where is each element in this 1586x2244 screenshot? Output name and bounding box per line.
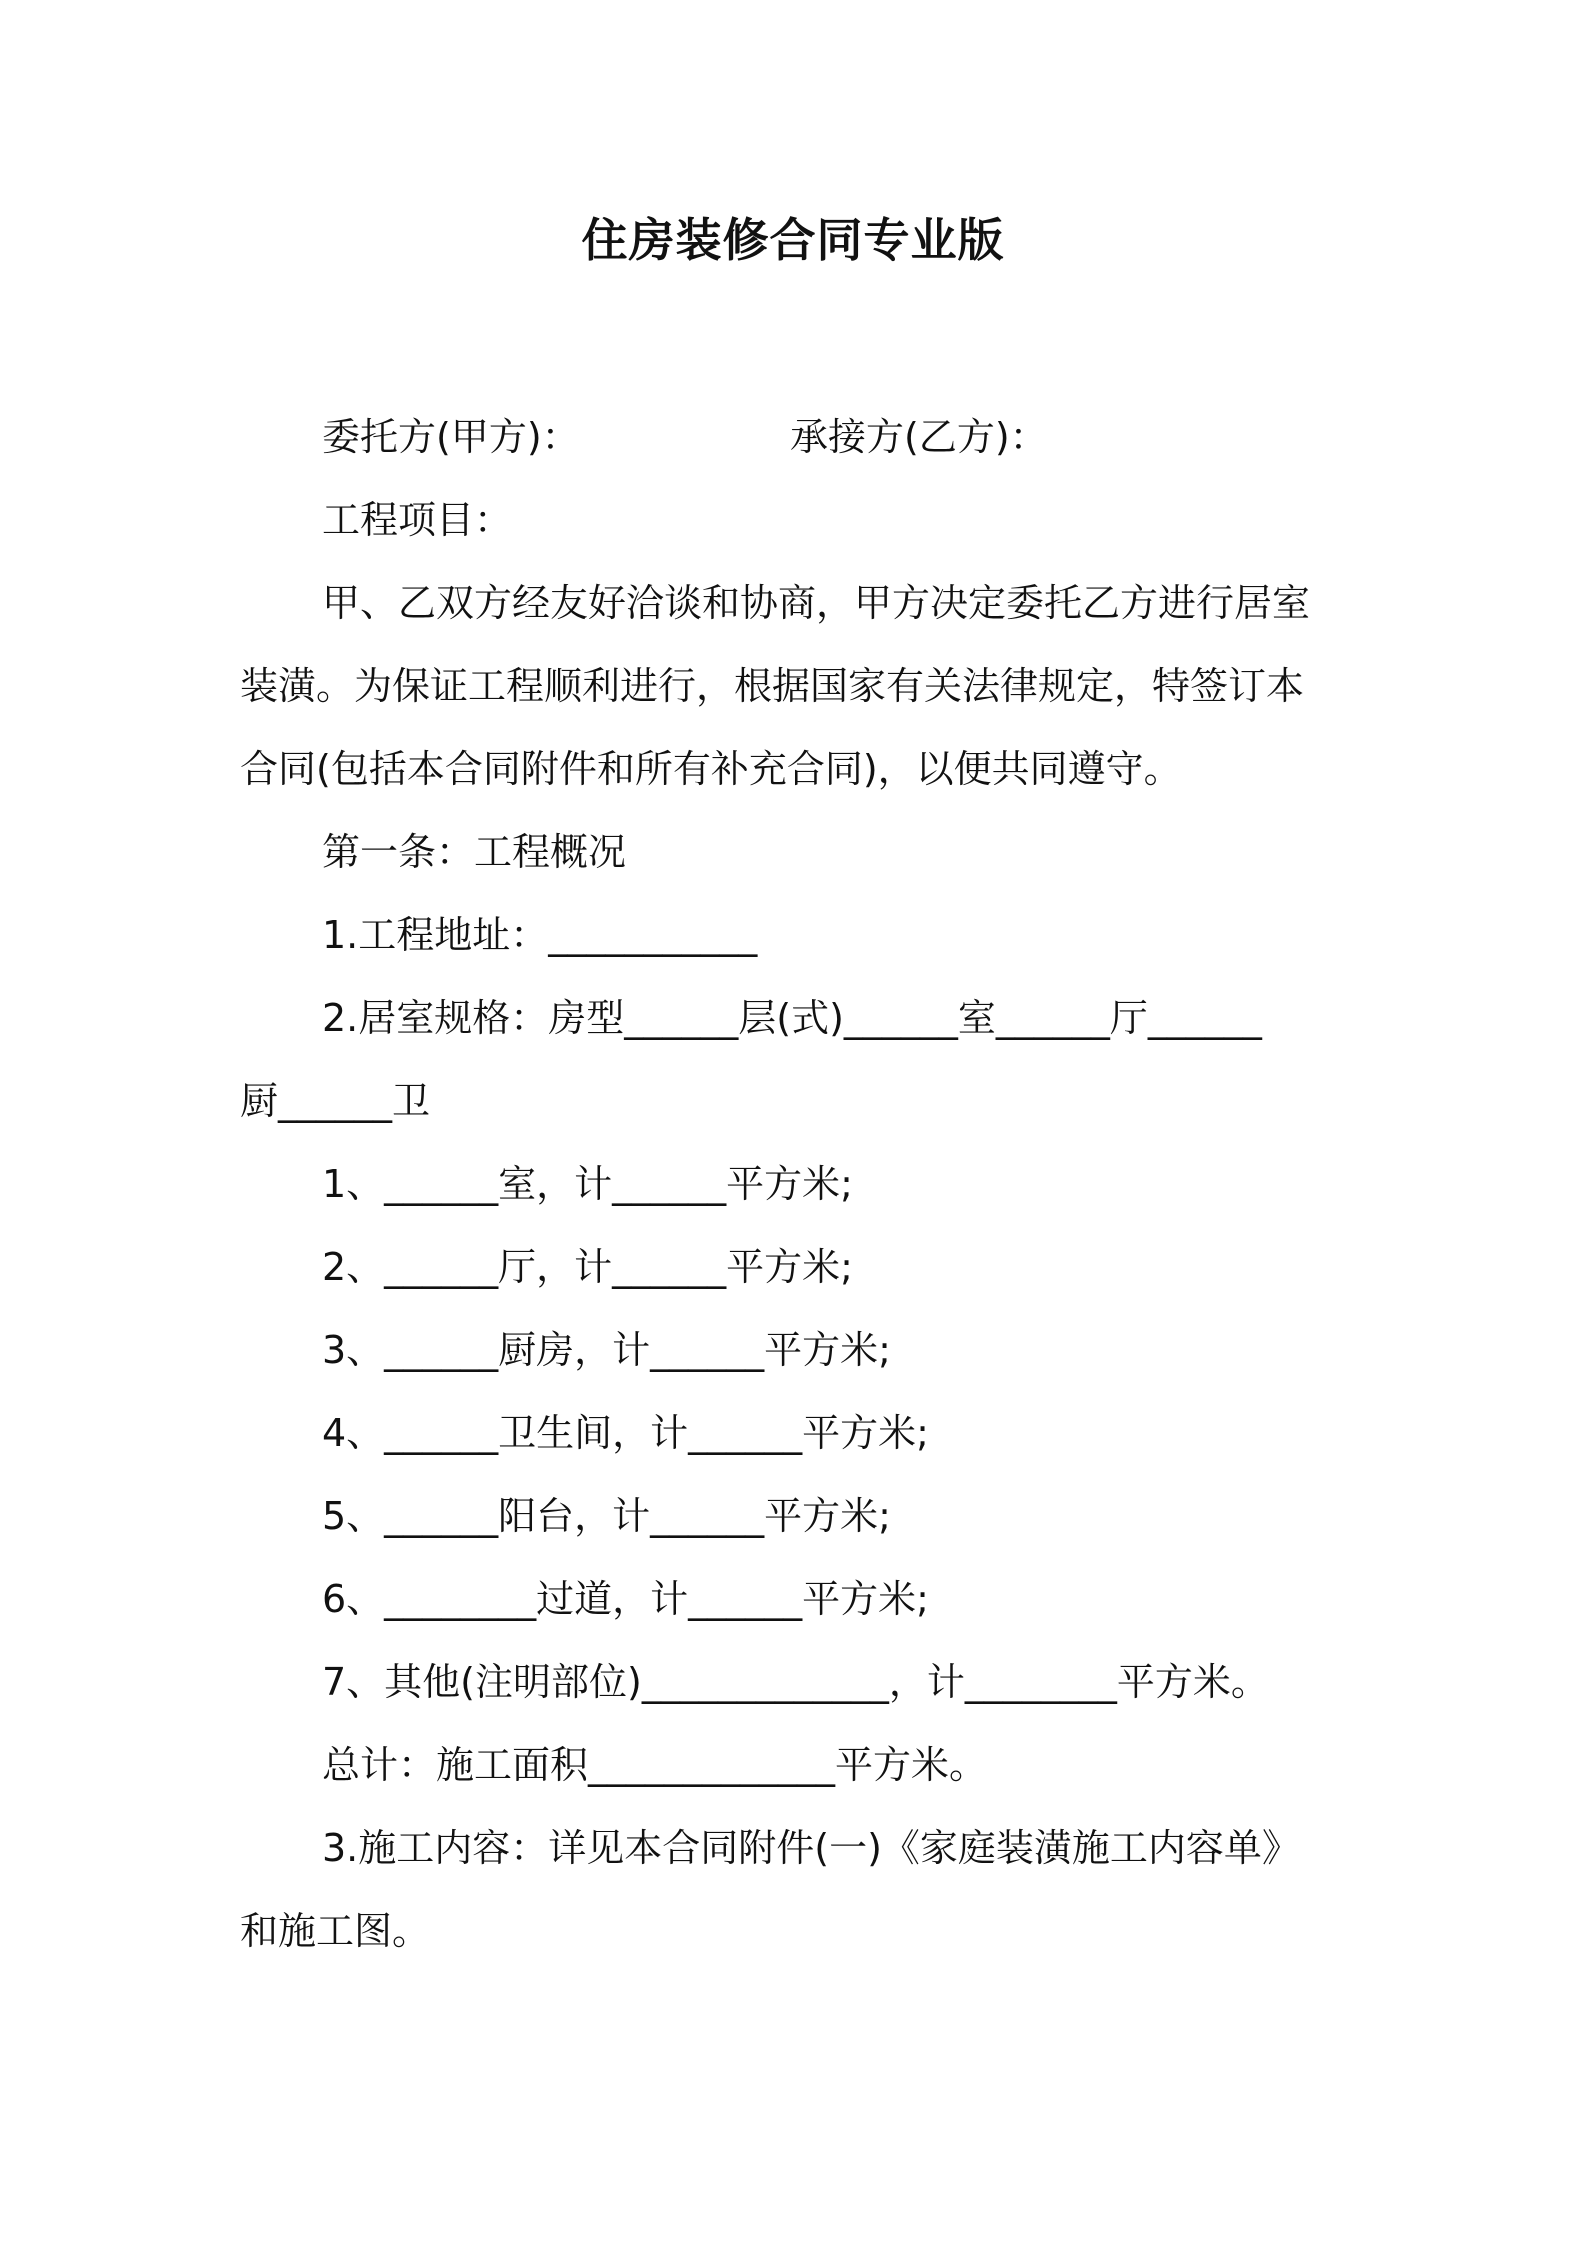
room-item-kitchen: 3、______厨房，计______平方米; [322, 1328, 891, 1372]
room-item-bathroom: 4、______卫生间，计______平方米; [322, 1411, 929, 1455]
total-area-line: 总计：施工面积_____________平方米。 [322, 1743, 988, 1787]
intro-paragraph-line-2: 装潢。为保证工程顺利进行，根据国家有关法律规定，特签订本 [240, 664, 1305, 708]
room-item-other: 7、其他(注明部位)_____________，计________平方米。 [322, 1660, 1269, 1704]
room-spec-line-2: 厨______卫 [240, 1079, 431, 1123]
construction-content-line-2: 和施工图。 [240, 1909, 431, 1953]
project-label: 工程项目： [322, 498, 513, 542]
room-item-hall: 2、______厅，计______平方米; [322, 1245, 853, 1289]
party-a-label: 委托方(甲方)： [322, 415, 580, 459]
document-title: 住房装修合同专业版 [581, 213, 1005, 267]
project-address-item: 1.工程地址：___________ [322, 913, 758, 957]
intro-paragraph-line-1: 甲、乙双方经友好洽谈和协商，甲方决定委托乙方进行居室 [322, 581, 1311, 625]
room-spec-line-1: 2.居室规格：房型______层(式)______室______厅______ [322, 996, 1262, 1040]
construction-content-line-1: 3.施工内容：详见本合同附件(一)《家庭装潢施工内容单》 [322, 1826, 1300, 1870]
intro-paragraph-line-3: 合同(包括本合同附件和所有补充合同)，以便共同遵守。 [240, 747, 1182, 791]
article-1-heading: 第一条：工程概况 [322, 830, 627, 874]
room-item-balcony: 5、______阳台，计______平方米; [322, 1494, 891, 1538]
room-item-corridor: 6、________过道，计______平方米; [322, 1577, 929, 1621]
party-b-label: 承接方(乙方)： [790, 415, 1048, 459]
room-item-bedroom: 1、______室，计______平方米; [322, 1162, 853, 1206]
